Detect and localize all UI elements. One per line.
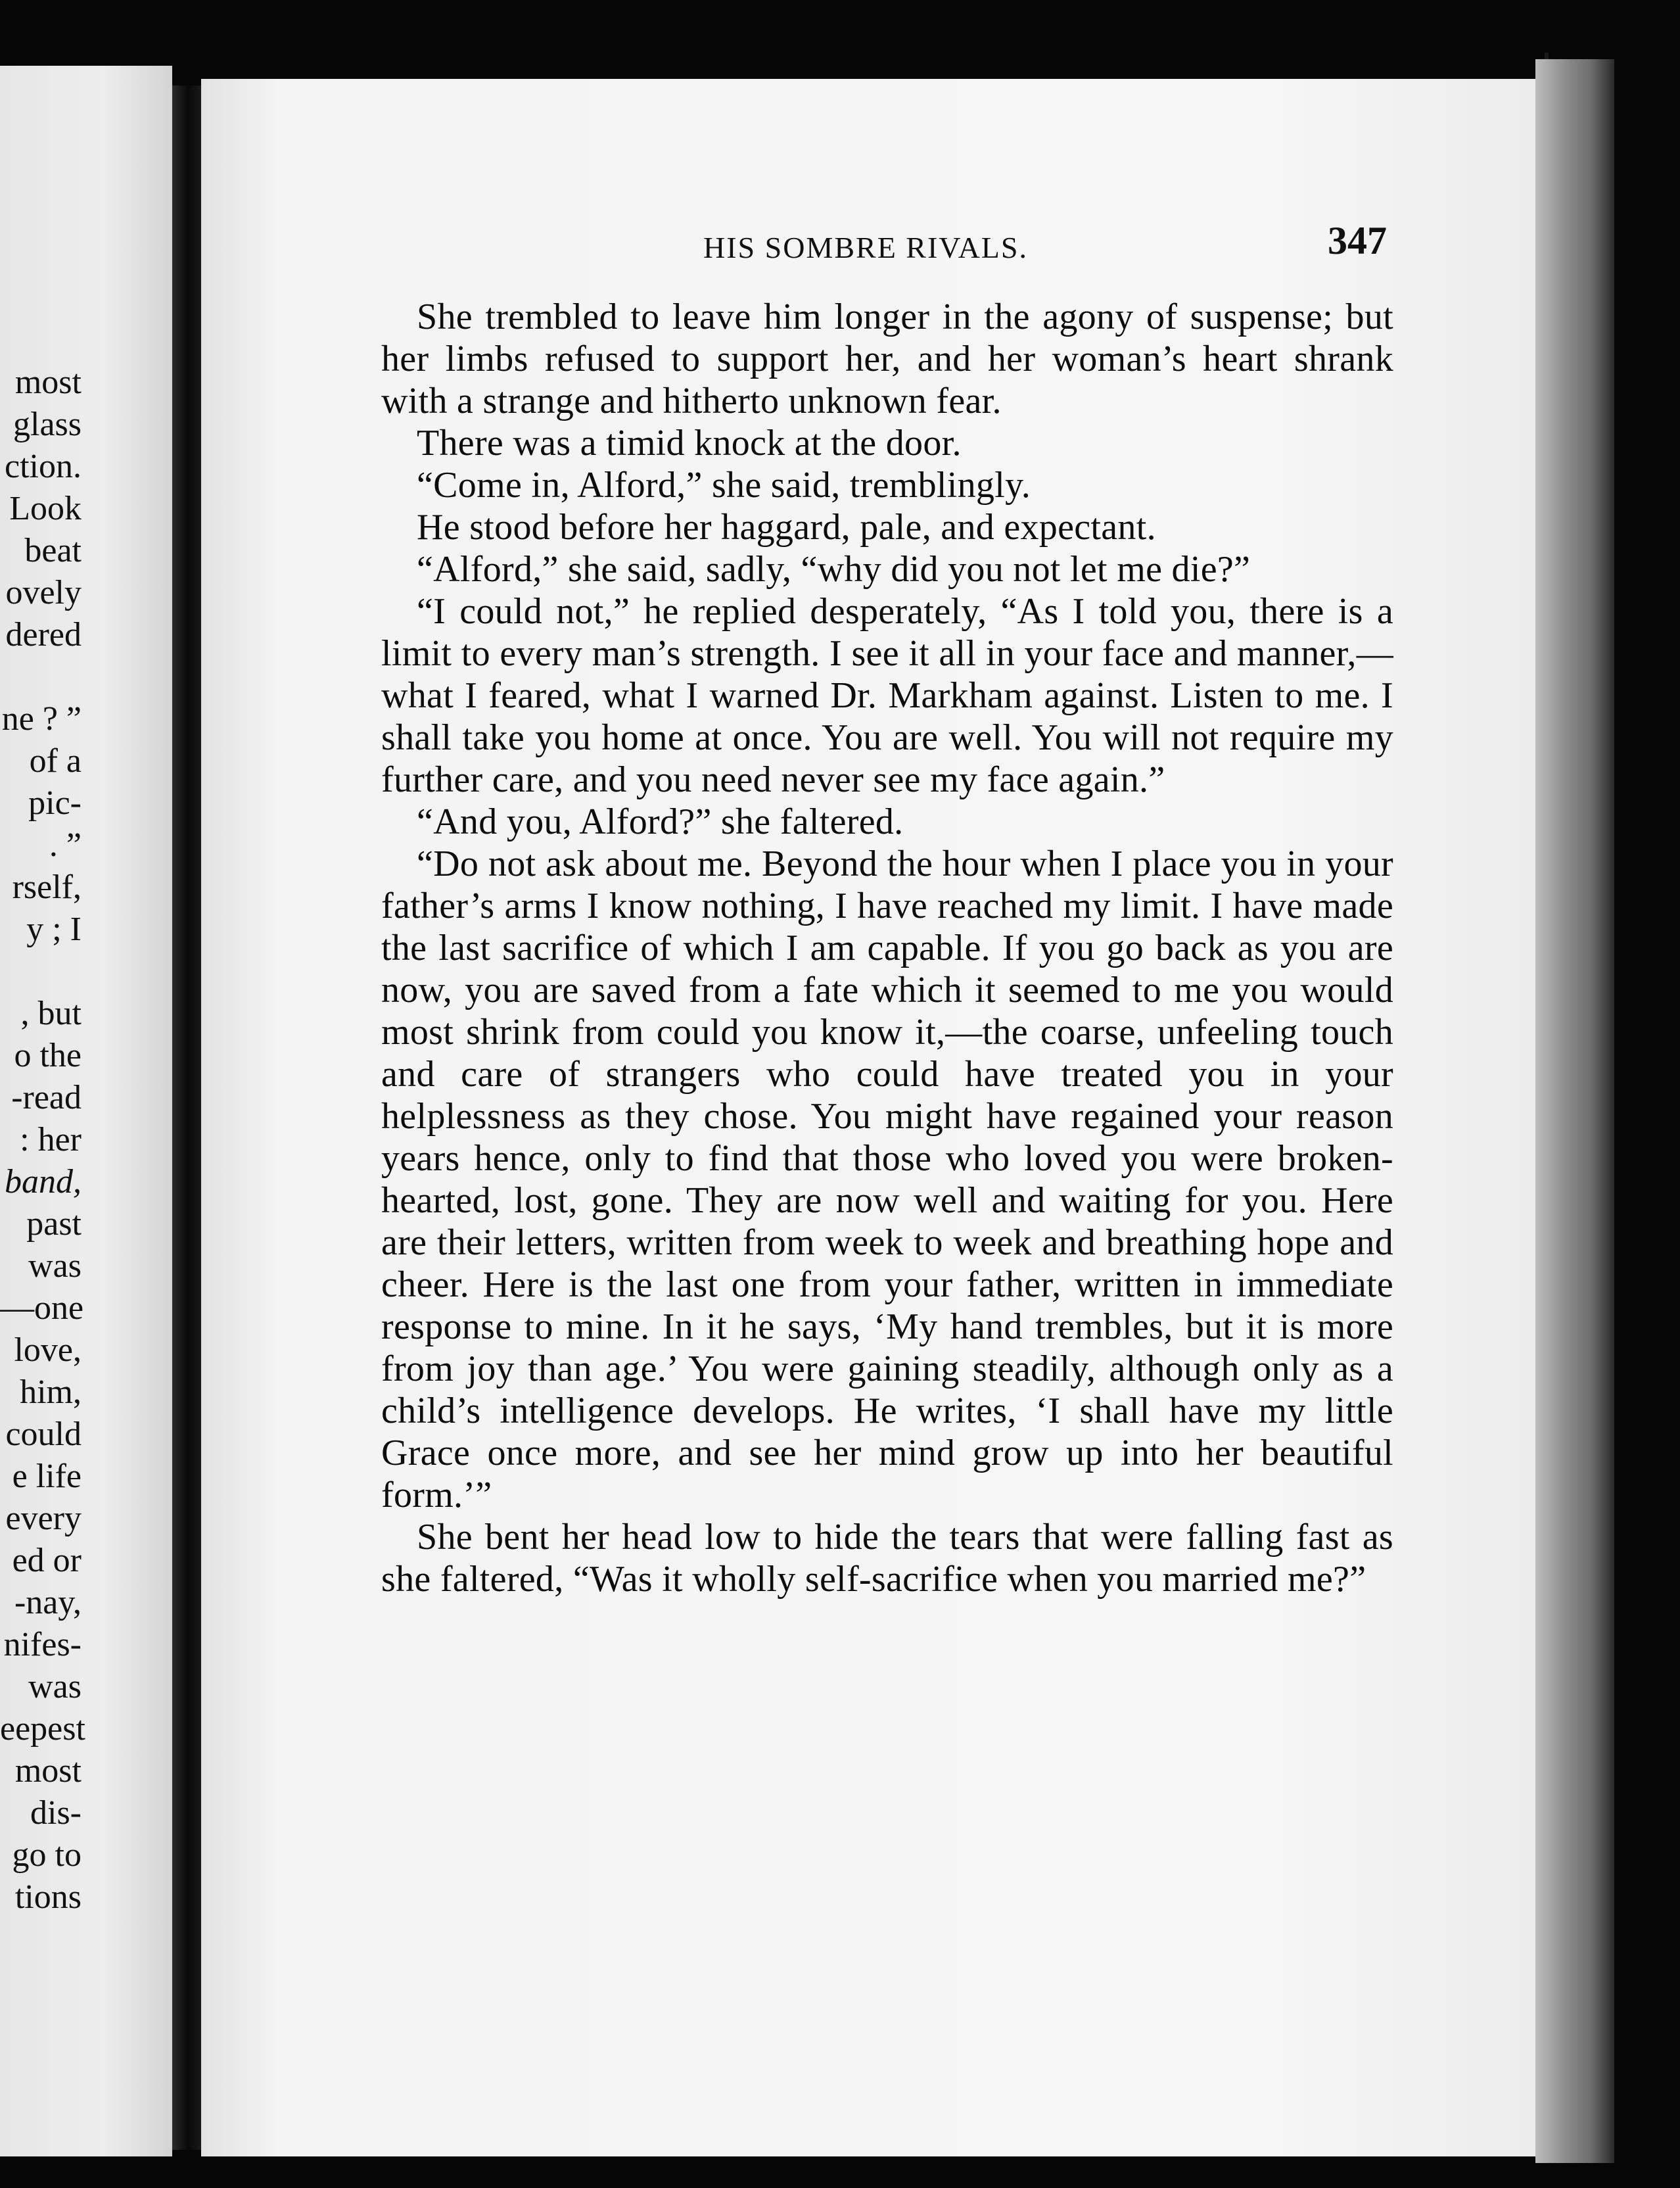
running-head: HIS SOMBRE RIVALS. xyxy=(703,231,1028,264)
previous-page-text xyxy=(0,362,85,1918)
previous-page-line: was xyxy=(28,1668,82,1705)
previous-page-line: : her xyxy=(20,1121,82,1158)
previous-page-line: o the xyxy=(14,1037,82,1074)
paragraph: “Do not ask about me. Beyond the hour when I place you in your father’s arms I know nothing, I have reached my limit. I have made the last sacrifice of which I am capable. If you go back as you are now, you are saved from a fate which it seemed to me you would most shrink from could you know it,—the coarse, unfeeling touch and care of strangers who could have treated you in your helplessness as they chose. You might have regained your reason years hence, only to find that those who loved you were broken-hearted, lost, gone. They are now well and waiting for you. Here are their letters, written from week to week and breathing hope and cheer. Here is the last one from your father, written in immediate response to mine. In it he says, ‘My hand trembles, but it is more from joy than age.’ You were gaining steadily, although only as a child’s intelligence develops. He writes, ‘I shall have my little Grace once more, and see her mind grow up into her beautiful form.’” xyxy=(381,844,1393,1515)
paragraph: “And you, Alford?” she faltered. xyxy=(417,801,904,842)
previous-page-line: most xyxy=(14,1752,82,1790)
previous-page-line: past xyxy=(26,1205,82,1243)
paragraph: “I could not,” he replied desperately, “As I told you, there is a limit to every man’s strength. I see it all in your face and manner,—what I feared, what I warned Dr. Markham against. Listen to me. I shall take you home at once. You are well. You will not require my further care, and you need never see my face again.” xyxy=(381,591,1393,800)
previous-page-line: ovely xyxy=(5,574,82,611)
previous-page-line: eepest xyxy=(0,1710,85,1748)
previous-page-line: nifes- xyxy=(3,1626,82,1663)
previous-page-line: y ; I xyxy=(26,911,82,948)
paragraph: “Alford,” she said, sadly, “why did you not let me die?” xyxy=(417,549,1251,590)
previous-page-line: most xyxy=(14,364,82,401)
page-body xyxy=(381,296,1393,1600)
previous-page-line: him, xyxy=(20,1373,82,1411)
previous-page-line: ed or xyxy=(12,1542,82,1579)
paragraph: He stood before her haggard, pale, and expectant. xyxy=(417,507,1156,548)
previous-page-line xyxy=(0,951,82,993)
previous-page-line: rself, xyxy=(12,868,82,906)
previous-page xyxy=(0,66,172,2156)
previous-page-line: dis- xyxy=(30,1794,82,1832)
previous-page-line: go to xyxy=(12,1836,82,1874)
page-stack-edge xyxy=(1535,59,1614,2163)
book-gutter xyxy=(172,85,204,2150)
paragraph: She bent her head low to hide the tears that were falling fast as she faltered, “Was it wholly self-sacrifice when you married me?” xyxy=(381,1517,1393,1600)
previous-page-line: dered xyxy=(5,616,82,654)
previous-page-line: glass xyxy=(13,406,82,443)
previous-page-line: -read xyxy=(11,1079,82,1116)
previous-page-line: -nay, xyxy=(14,1584,82,1621)
previous-page-line: every xyxy=(5,1500,82,1537)
previous-page-line: —one xyxy=(0,1289,84,1327)
paragraph: There was a timid knock at the door. xyxy=(417,423,962,464)
previous-page-line: e life xyxy=(12,1458,82,1495)
previous-page-line: , but xyxy=(20,995,82,1032)
previous-page-line: tions xyxy=(14,1878,82,1916)
previous-page-line: band, xyxy=(5,1163,82,1201)
previous-page-line: Look xyxy=(9,490,82,527)
previous-page-line: pic- xyxy=(28,784,82,822)
page-number: 347 xyxy=(1328,219,1387,262)
previous-page-line xyxy=(0,656,82,698)
previous-page-line: ne ? ” xyxy=(1,700,82,738)
paragraph: “Come in, Alford,” she said, tremblingly. xyxy=(417,465,1031,506)
previous-page-line: was xyxy=(28,1247,82,1285)
previous-page-line: beat xyxy=(24,532,82,569)
previous-page-line: ction. xyxy=(5,448,82,485)
previous-page-line: could xyxy=(5,1415,82,1453)
paragraph: She trembled to leave him longer in the agony of suspense; but her limbs refused to support her, and her woman’s heart shrank with a strange and hitherto unknown fear. xyxy=(381,297,1393,421)
previous-page-line: love, xyxy=(14,1331,82,1369)
previous-page-line: of a xyxy=(29,742,82,780)
previous-page-line: . ” xyxy=(49,826,82,864)
